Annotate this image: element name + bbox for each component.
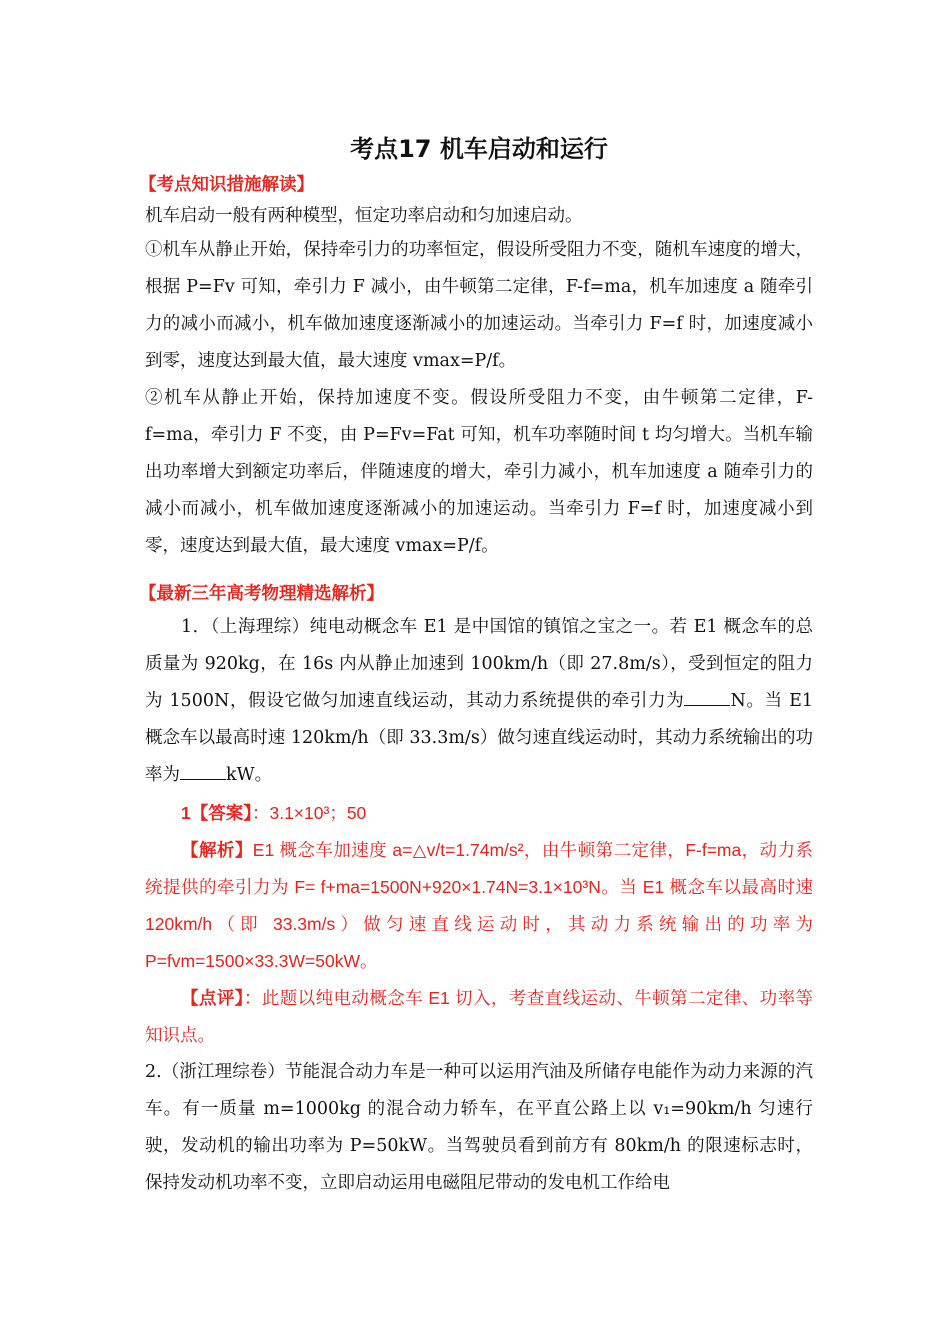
answer-1 [145,794,813,832]
question-1-tail-1: N。当 E1 概念车以最高时速 120km/h（即 33.3m/s）做匀速直线运动时，其动力系统输出的功率为 [145,691,813,785]
paragraph-intro: 机车启动一般有两种模型，恒定功率启动和匀加速启动。 [145,206,583,226]
question-1 [145,609,813,794]
paragraph-constant-power: ①机车从静止开始，保持牵引力的功率恒定，假设所受阻力不变，随机车速度的增大，根据 P=Fv 可知，牵引力 F 减小，由牛顿第二定律，F-f=ma，机车加速度 a 随牵引力的减小而减小，机车做加速度逐渐减小的加速运动。当牵引力 F=f 时，加速度减小到零，速度达到最大值，最大速度 vmax=P/f。 [145,240,813,371]
answer-blank-2 [180,763,226,780]
analysis-text: E1 概念车加速度 a=△v/t=1.74m/s²，由牛顿第二定律，F-f=ma，动力系统提供的牵引力为 F= f+ma=1500N+920×1.74N=3.1×10³N。当 E1 概念车以最高时速 120km/h（即 33.3m/s）做匀速直线运动时，其动力系统输出的功率为 P=fvm=1500×33.3W=50kW。 [145,840,813,971]
comment-1 [145,980,813,1054]
analysis-label: 【解析】 [181,840,253,860]
section-heading-knowledge: 【考点知识措施解读】 [139,175,314,195]
question-1-tail-2: kW。 [226,765,273,785]
answer-blank-1 [684,689,730,706]
document-body [139,132,813,1202]
comment-text: ：此题以纯电动概念车 E1 切入，考查直线运动、牛顿第二定律、功率等知识点。 [145,988,813,1045]
section-heading-exam: 【最新三年高考物理精选解析】 [139,584,384,604]
paragraph-constant-acceleration: ②机车从静止开始，保持加速度不变。假设所受阻力不变，由牛顿第二定律，F-f=ma，牵引力 F 不变，由 P=Fv=Fat 可知，机车功率随时间 t 均匀增大。当机车输出功率增大到额定功率后，伴随速度的增大，牵引力减小，机车加速度 a 随牵引力的减小而减小，机车做加速度逐渐减小的加速运动。当牵引力 F=f 时，加速度减小到零，速度达到最大值，最大速度 vmax=P/f。 [145,388,813,556]
question-2: 2.（浙江理综卷）节能混合动力车是一种可以运用汽油及所储存电能作为动力来源的汽车。有一质量 m=1000kg 的混合动力轿车，在平直公路上以 v₁=90km/h 匀速行驶，发动机的输出功率为 P=50kW。当驾驶员看到前方有 80km/h 的限速标志时，保持发动机功率不变，立即启动运用电磁阻尼带动的发电机工作给电 [145,1062,813,1193]
comment-label: 【点评】 [181,988,244,1008]
question-1-lead: 1．（上海理综）纯电动概念车 E1 是中国馆的镇馆之宝之一。若 E1 概念车的总质量为 920kg，在 16s 内从静止加速到 100km/h（即 27.8m/s），受到恒定的阻力为 1500N，假设它做匀加速直线运动，其动力系统提供的牵引力为 [145,617,813,711]
answer-label: 1【答案】 [181,803,252,823]
page-title: 考点17 机车启动和运行 [350,135,608,163]
answer-value: ：3.1×10³；50 [251,803,367,823]
analysis-1 [145,832,813,980]
